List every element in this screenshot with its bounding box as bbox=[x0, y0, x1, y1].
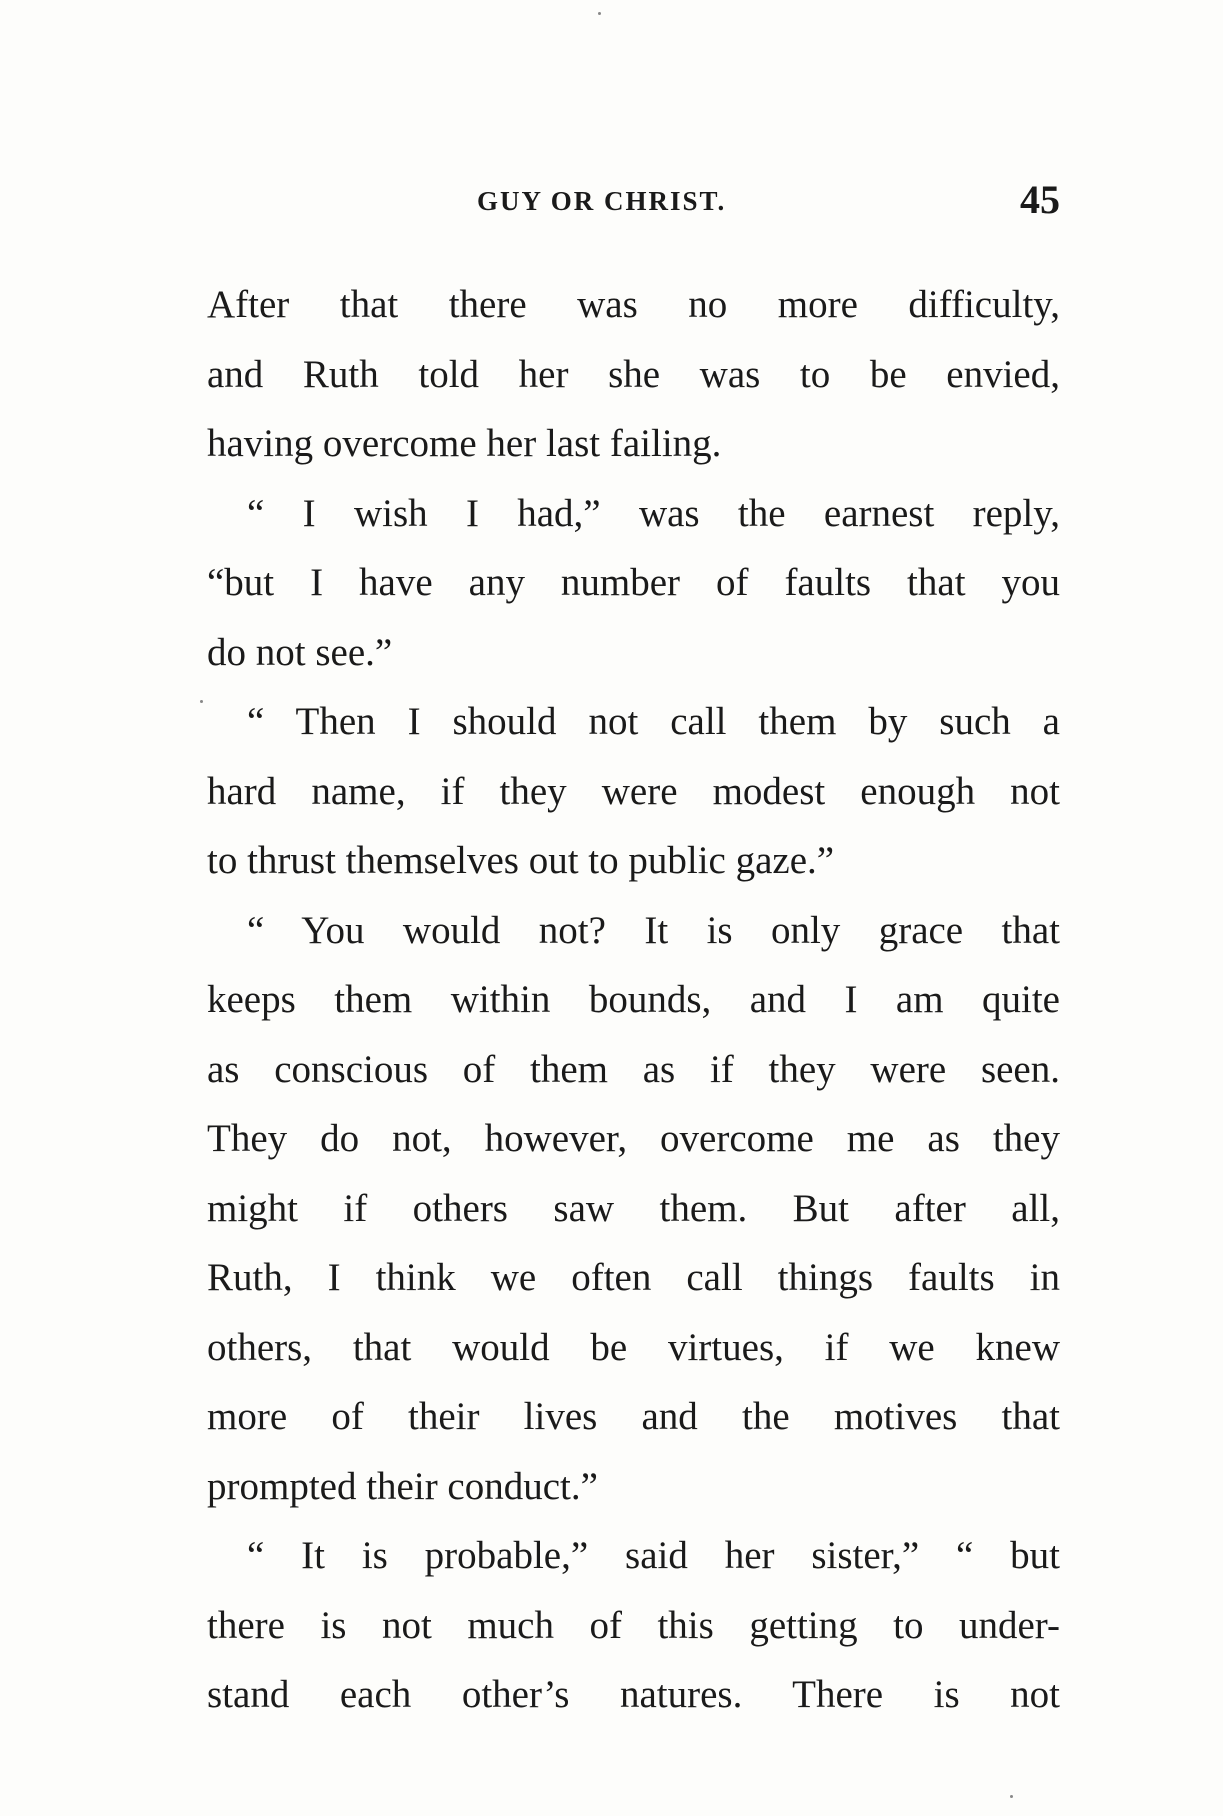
text-line: After that there was no more difficulty, bbox=[207, 283, 1060, 326]
text-line: might if others saw them. But after all, bbox=[207, 1186, 1060, 1230]
text-line: having overcome her last failing. bbox=[207, 422, 722, 465]
paper-speck bbox=[1010, 1795, 1013, 1798]
text-line: more of their lives and the motives that bbox=[207, 1395, 1060, 1438]
paper-speck bbox=[598, 12, 601, 15]
text-line: “ You would not? It is only grace that bbox=[247, 908, 1060, 952]
text-line: “but I have any number of faults that you bbox=[207, 561, 1060, 604]
text-line: hard name, if they were modest enough not bbox=[207, 769, 1060, 813]
text-line: “ It is probable,” said her sister,” “ but bbox=[247, 1534, 1060, 1577]
text-line: and Ruth told her she was to be envied, bbox=[207, 352, 1060, 396]
paper-speck bbox=[200, 700, 203, 703]
body-text bbox=[207, 270, 1060, 1730]
running-title: GUY OR CHRIST. bbox=[477, 186, 727, 216]
page-number: 45 bbox=[1020, 177, 1060, 222]
text-line: prompted their conduct.” bbox=[207, 1464, 598, 1508]
text-line: “ I wish I had,” was the earnest reply, bbox=[247, 491, 1060, 535]
text-line: as conscious of them as if they were seen. bbox=[207, 1047, 1060, 1091]
text-line: there is not much of this getting to under- bbox=[207, 1603, 1060, 1647]
text-line: keeps them within bounds, and I am quite bbox=[207, 978, 1060, 1021]
text-line: stand each other’s natures. There is not bbox=[207, 1673, 1060, 1716]
text-line: to thrust themselves out to public gaze.” bbox=[207, 839, 835, 882]
text-line: others, that would be virtues, if we knew bbox=[207, 1325, 1060, 1369]
text-line: do not see.” bbox=[207, 630, 393, 674]
text-line: Ruth, I think we often call things faults in bbox=[207, 1256, 1060, 1299]
running-header bbox=[207, 177, 1060, 230]
text-line: “ Then I should not call them by such a bbox=[247, 700, 1060, 743]
text-line: They do not, however, overcome me as they bbox=[207, 1117, 1060, 1160]
